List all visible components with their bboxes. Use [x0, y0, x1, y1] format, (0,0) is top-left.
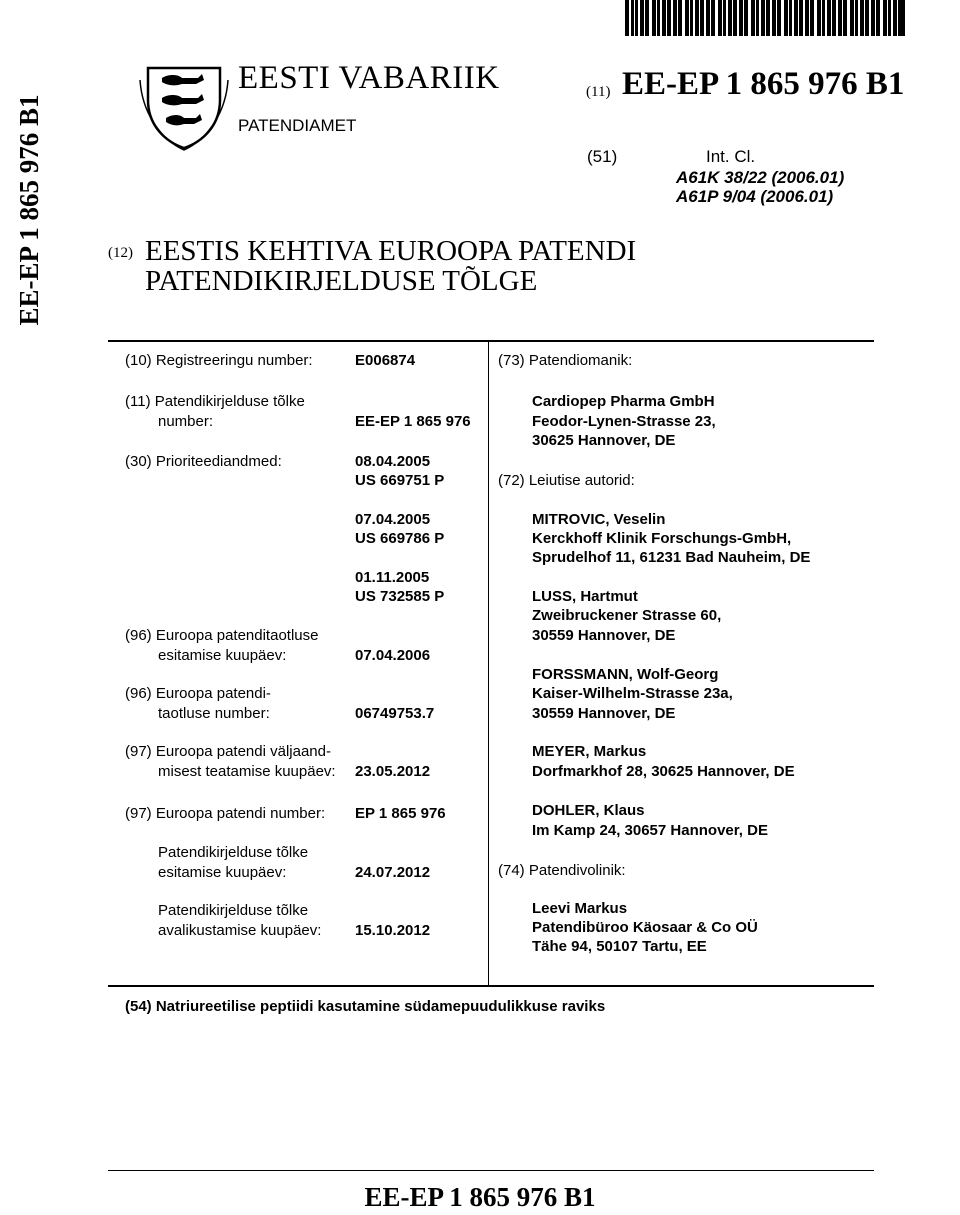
inventors-label: (72) Leiutise autorid:: [498, 472, 635, 489]
translation-publication-label: Patendikirjelduse tõlke: [158, 902, 309, 919]
column-divider: [488, 340, 489, 985]
publication-date-label: misest teatamise kuupäev:: [158, 763, 336, 780]
translation-submission-label: Patendikirjelduse tõlke: [158, 844, 309, 861]
int-cl-entry: A61P 9/04 (2006.01): [676, 187, 834, 206]
application-date-value: 07.04.2006: [355, 647, 431, 664]
inventor-line: Zweibruckener Strasse 60,: [532, 607, 722, 624]
priority-date: 07.04.2005: [355, 511, 431, 528]
barcode: [625, 0, 905, 36]
inventor-line: 30559 Hannover, DE: [532, 627, 676, 644]
registration-number-value: E006874: [355, 352, 416, 369]
priority-number: US 669751 P: [355, 472, 445, 489]
patent-attorney-label: (74) Patendivolinik:: [498, 862, 626, 879]
application-number-label: taotluse number:: [158, 705, 270, 722]
patent-owner-label: (73) Patendiomanik:: [498, 352, 633, 369]
document-title-line: EESTIS KEHTIVA EUROOPA PATENDI: [145, 235, 637, 267]
inventor-line: MEYER, Markus: [532, 743, 647, 760]
priority-number: US 732585 P: [355, 588, 445, 605]
patent-owner-line: Feodor-Lynen-Strasse 23,: [532, 413, 716, 430]
inventor-line: FORSSMANN, Wolf-Georg: [532, 666, 719, 683]
ep-number-label: (97) Euroopa patendi number:: [125, 805, 326, 822]
translation-number-label: (11) Patendikirjelduse tõlke: [125, 393, 305, 410]
side-number-text: EE-EP 1 865 976 B1: [13, 94, 44, 326]
table-bottom-rule: [108, 985, 874, 987]
inventor-line: LUSS, Hartmut: [532, 588, 638, 605]
priority-date: 08.04.2005: [355, 453, 431, 470]
code-12-label: (12): [108, 245, 133, 261]
int-cl-label: Int. Cl.: [706, 147, 756, 166]
code-11-label: (11): [586, 84, 611, 100]
priority-date: 01.11.2005: [355, 569, 430, 586]
application-number-label: (96) Euroopa patendi-: [125, 685, 271, 702]
patent-attorney-line: Leevi Markus: [532, 900, 628, 917]
patent-attorney-line: Patendibüroo Käosaar & Co OÜ: [532, 919, 758, 936]
inventor-line: Sprudelhof 11, 61231 Bad Nauheim, DE: [532, 549, 811, 566]
application-date-label: esitamise kuupäev:: [158, 647, 287, 664]
inventor-line: Kerckhoff Klinik Forschungs-GmbH,: [532, 530, 792, 547]
footer-document-number: EE-EP 1 865 976 B1: [364, 1182, 596, 1212]
inventor-line: DOHLER, Klaus: [532, 802, 645, 819]
translation-publication-value: 15.10.2012: [355, 922, 431, 939]
table-top-rule: [108, 340, 874, 342]
priority-data-label: (30) Prioriteediandmed:: [125, 453, 282, 470]
translation-number-value: EE-EP 1 865 976: [355, 413, 471, 430]
side-document-number: [0, 94, 89, 326]
document-title-line: PATENDIKIRJELDUSE TÕLGE: [145, 265, 538, 297]
patent-owner-line: Cardiopep Pharma GmbH: [532, 393, 715, 410]
patent-owner-line: 30625 Hannover, DE: [532, 432, 676, 449]
ep-number-value: EP 1 865 976: [355, 805, 446, 822]
inventor-line: MITROVIC, Veselin: [532, 511, 666, 528]
footer-rule: [108, 1170, 874, 1171]
registration-number-label: (10) Registreeringu number:: [125, 352, 313, 369]
application-number-value: 06749753.7: [355, 705, 435, 722]
int-cl-entry: A61K 38/22 (2006.01): [676, 168, 845, 187]
republic-heading: EESTI VABARIIK: [238, 60, 500, 96]
inventor-line: Im Kamp 24, 30657 Hannover, DE: [532, 822, 768, 839]
translation-number-label: number:: [158, 413, 214, 430]
inventor-line: 30559 Hannover, DE: [532, 705, 676, 722]
patent-attorney-line: Tähe 94, 50107 Tartu, EE: [532, 938, 707, 955]
publication-date-value: 23.05.2012: [355, 763, 431, 780]
coat-of-arms-logo: [138, 60, 230, 152]
application-date-label: (96) Euroopa patenditaotluse: [125, 627, 319, 644]
code-51-label: (51): [587, 147, 618, 166]
inventor-line: Dorfmarkhof 28, 30625 Hannover, DE: [532, 763, 795, 780]
publication-number: EE-EP 1 865 976 B1: [622, 66, 905, 102]
translation-publication-label: avalikustamise kuupäev:: [158, 922, 322, 939]
invention-title: (54) Natriureetilise peptiidi kasutamine südamepuudulikkuse raviks: [125, 998, 606, 1015]
publication-date-label: (97) Euroopa patendi väljaand-: [125, 743, 331, 760]
translation-submission-label: esitamise kuupäev:: [158, 864, 287, 881]
translation-submission-value: 24.07.2012: [355, 864, 431, 881]
priority-number: US 669786 P: [355, 530, 445, 547]
patent-office-name: PATENDIAMET: [238, 116, 357, 135]
inventor-line: Kaiser-Wilhelm-Strasse 23a,: [532, 685, 733, 702]
